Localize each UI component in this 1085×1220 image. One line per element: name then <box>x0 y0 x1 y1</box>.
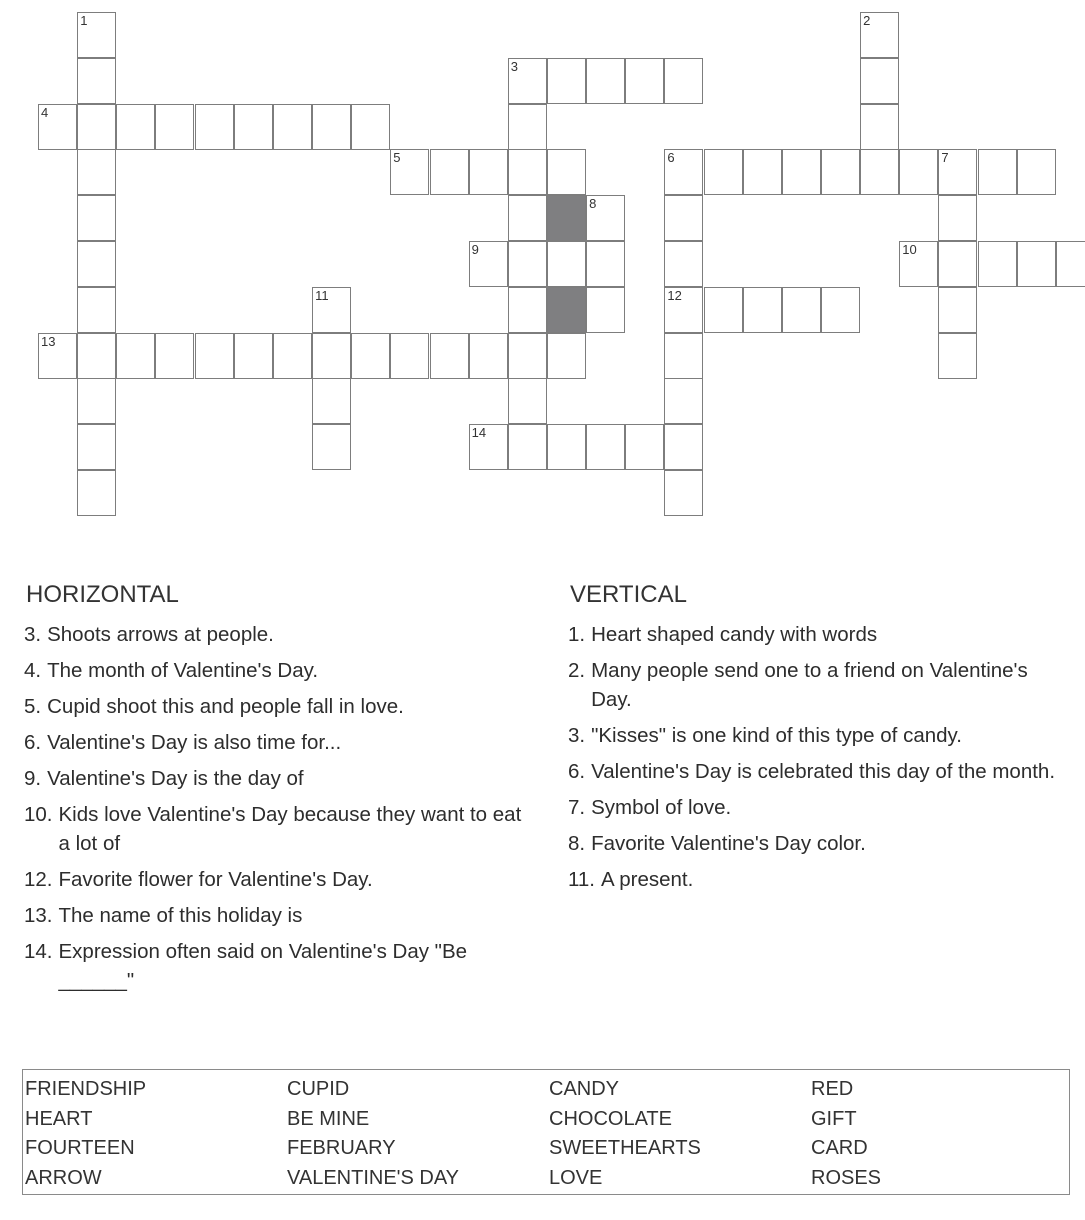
grid-cell[interactable] <box>351 104 390 150</box>
grid-cell[interactable] <box>704 149 743 195</box>
grid-cell[interactable] <box>664 241 703 287</box>
grid-cell[interactable] <box>351 333 390 379</box>
word-bank-item: CHOCOLATE <box>549 1107 672 1130</box>
clue-number: 12. <box>24 868 53 891</box>
cell-number: 5 <box>393 150 401 166</box>
grid-cell[interactable] <box>38 104 77 150</box>
clue-text: Favorite flower for Valentine's Day. <box>58 868 373 891</box>
vertical-clue <box>568 757 1068 786</box>
grid-cell[interactable] <box>77 104 116 150</box>
grid-cell[interactable] <box>312 378 351 424</box>
cell-number: 11 <box>315 287 329 303</box>
grid-cell[interactable] <box>978 149 1017 195</box>
grid-cell[interactable] <box>77 470 116 516</box>
grid-cell[interactable] <box>77 287 116 333</box>
clue-number: 8. <box>568 832 586 855</box>
grid-cell[interactable] <box>390 333 429 379</box>
grid-cell[interactable] <box>312 333 351 379</box>
grid-cell[interactable] <box>1017 241 1056 287</box>
cell-number: 8 <box>589 196 597 212</box>
grid-cell[interactable] <box>390 149 429 195</box>
horizontal-clue-list <box>24 620 524 995</box>
clue-text: Heart shaped candy with words <box>591 623 878 646</box>
word-bank-item: VALENTINE'S DAY <box>287 1166 460 1189</box>
clue-number: 3. <box>568 724 586 747</box>
cell-number: 10 <box>902 242 917 257</box>
word-bank-item: ROSES <box>811 1166 882 1189</box>
clue-text: Kids love Valentine's Day because they want to eat a lot of <box>58 803 522 855</box>
grid-cell[interactable] <box>547 149 586 195</box>
grid-cell[interactable] <box>978 241 1017 287</box>
clue-text: The name of this holiday is <box>58 904 303 927</box>
grid-cell[interactable] <box>938 195 977 241</box>
word-bank-item: CANDY <box>549 1078 620 1100</box>
word-bank-grid <box>23 1070 1069 1193</box>
word-bank-item: FRIENDSHIP <box>25 1078 147 1100</box>
grid-cell[interactable] <box>312 287 351 333</box>
grid-cell[interactable] <box>77 424 116 470</box>
horizontal-heading: HORIZONTAL <box>26 581 179 608</box>
clue-number: 9. <box>24 767 42 790</box>
word-bank <box>22 1069 1070 1195</box>
grid-cell[interactable] <box>155 333 194 379</box>
grid-cell[interactable] <box>547 333 586 379</box>
word-bank-item: FOURTEEN <box>25 1137 135 1159</box>
grid-cell[interactable] <box>782 287 821 333</box>
grid-cell[interactable] <box>743 149 782 195</box>
cell-number: 13 <box>41 333 56 349</box>
grid-cell[interactable] <box>273 333 312 379</box>
horizontal-clue <box>24 656 524 685</box>
horizontal-clue <box>24 901 524 930</box>
clue-number: 2. <box>568 659 586 682</box>
blocked-cell <box>547 195 586 241</box>
grid-cell[interactable] <box>860 58 899 104</box>
grid-cell[interactable] <box>586 241 625 287</box>
clue-text: Cupid shoot this and people fall in love. <box>47 695 404 718</box>
clue-text: Symbol of love. <box>591 796 732 819</box>
horizontal-clue <box>24 865 524 894</box>
cell-number: 7 <box>941 150 949 166</box>
word-bank-item: RED <box>811 1078 854 1100</box>
clue-number: 7. <box>568 796 586 819</box>
grid-cell[interactable] <box>77 378 116 424</box>
grid-cell[interactable] <box>664 195 703 241</box>
grid-cell[interactable] <box>586 58 625 104</box>
clue-number: 1. <box>568 623 586 646</box>
grid-cell[interactable] <box>860 12 899 58</box>
grid-cell[interactable] <box>664 287 703 333</box>
grid-cell[interactable] <box>469 333 508 379</box>
grid-cell[interactable] <box>664 58 703 104</box>
horizontal-clue <box>24 728 524 757</box>
clue-number: 4. <box>24 659 42 682</box>
clue-number: 13. <box>24 904 53 927</box>
grid-cell[interactable] <box>1017 149 1056 195</box>
word-bank-item: CARD <box>811 1137 868 1159</box>
cell-number: 4 <box>41 104 49 120</box>
grid-cell[interactable] <box>938 149 977 195</box>
grid-cell[interactable] <box>77 241 116 287</box>
cell-number: 9 <box>471 242 479 257</box>
clue-number: 10. <box>24 803 53 826</box>
grid-cell[interactable] <box>938 333 977 379</box>
word-bank-item: BE MINE <box>287 1107 370 1130</box>
word-bank-item: GIFT <box>811 1107 857 1130</box>
word-bank-item: SWEETHEARTS <box>549 1137 701 1159</box>
cell-number: 3 <box>510 58 519 74</box>
grid-cell[interactable] <box>116 333 155 379</box>
word-bank-item: FEBRUARY <box>287 1137 396 1159</box>
crossword-grid <box>0 0 1085 530</box>
clue-number: 6. <box>568 760 586 783</box>
clue-text: Many people send one to a friend on Valentine's Day. <box>591 659 1028 711</box>
grid-cell[interactable] <box>77 195 116 241</box>
grid-cell[interactable] <box>782 149 821 195</box>
grid-cell[interactable] <box>938 241 977 287</box>
grid-cell[interactable] <box>273 104 312 150</box>
grid-cell[interactable] <box>155 104 194 150</box>
vertical-clue-list <box>568 620 1068 894</box>
grid-cell[interactable] <box>508 104 547 150</box>
grid-cell[interactable] <box>547 424 586 470</box>
horizontal-clue <box>24 800 524 858</box>
grid-cell[interactable] <box>508 149 547 195</box>
grid-cell[interactable] <box>508 241 547 287</box>
clue-text: Valentine's Day is the day of <box>47 767 304 790</box>
horizontal-clues <box>24 580 524 1002</box>
grid-cell[interactable] <box>664 149 703 195</box>
clue-text: A present. <box>600 868 694 891</box>
clue-number: 5. <box>24 695 42 718</box>
grid-cell[interactable] <box>899 241 938 287</box>
grid-cell[interactable] <box>664 424 703 470</box>
grid-cell[interactable] <box>77 149 116 195</box>
vertical-clue <box>568 721 1068 750</box>
grid-cell[interactable] <box>430 149 469 195</box>
grid-cell[interactable] <box>77 58 116 104</box>
grid-cell[interactable] <box>77 333 116 379</box>
vertical-clue <box>568 865 1068 894</box>
grid-cell[interactable] <box>625 58 664 104</box>
grid-cell[interactable] <box>312 104 351 150</box>
vertical-heading: VERTICAL <box>570 581 687 608</box>
grid-cell[interactable] <box>821 287 860 333</box>
grid-cell[interactable] <box>899 149 938 195</box>
grid-cell[interactable] <box>547 241 586 287</box>
vertical-clue <box>568 620 1068 649</box>
grid-cell[interactable] <box>195 333 234 379</box>
grid-cell[interactable] <box>586 287 625 333</box>
vertical-clues <box>568 580 1068 901</box>
grid-cell[interactable] <box>547 58 586 104</box>
clue-number: 3. <box>24 623 42 646</box>
grid-cell[interactable] <box>430 333 469 379</box>
horizontal-clue <box>24 692 524 721</box>
grid-cell[interactable] <box>234 333 273 379</box>
grid-cell[interactable] <box>704 287 743 333</box>
word-bank-item: CUPID <box>287 1078 350 1100</box>
grid-cell[interactable] <box>860 104 899 150</box>
clue-text: Valentine's Day is also time for... <box>47 731 342 754</box>
grid-cell[interactable] <box>586 424 625 470</box>
horizontal-clue <box>24 764 524 793</box>
cell-number: 6 <box>667 150 675 166</box>
grid-cell[interactable] <box>469 241 508 287</box>
word-bank-item: LOVE <box>549 1166 603 1189</box>
clue-text: Valentine's Day is celebrated this day of the month. <box>591 760 1056 783</box>
clue-number: 6. <box>24 731 42 754</box>
grid-cell[interactable] <box>625 424 664 470</box>
vertical-clue <box>568 829 1068 858</box>
clue-number: 14. <box>24 940 53 963</box>
grid-cell[interactable] <box>508 378 547 424</box>
horizontal-clue <box>24 937 524 995</box>
grid-cell[interactable] <box>469 424 508 470</box>
grid-cell[interactable] <box>38 333 77 379</box>
word-bank-item: ARROW <box>25 1166 102 1189</box>
vertical-clue <box>568 793 1068 822</box>
grid-cell[interactable] <box>508 333 547 379</box>
clue-text: Expression often said on Valentine's Day "Be ______" <box>58 940 468 992</box>
cell-number: 2 <box>863 13 871 28</box>
grid-cell[interactable] <box>664 378 703 424</box>
grid-cell[interactable] <box>508 58 547 104</box>
vertical-clue <box>568 656 1068 714</box>
grid-cell[interactable] <box>77 12 116 58</box>
grid-cell[interactable] <box>821 149 860 195</box>
grid-cell[interactable] <box>586 195 625 241</box>
grid-cell[interactable] <box>508 287 547 333</box>
clue-text: The month of Valentine's Day. <box>47 659 319 682</box>
cell-number: 12 <box>667 287 682 303</box>
grid-cell[interactable] <box>664 470 703 516</box>
grid-cell[interactable] <box>743 287 782 333</box>
clue-number: 11. <box>568 868 595 891</box>
blocked-cell <box>547 287 586 333</box>
grid-cell[interactable] <box>1056 241 1085 287</box>
grid-cell[interactable] <box>508 424 547 470</box>
grid-cell[interactable] <box>664 333 703 379</box>
grid-cell[interactable] <box>116 104 155 150</box>
grid-cell[interactable] <box>938 287 977 333</box>
clue-text: "Kisses" is one kind of this type of candy. <box>591 724 962 747</box>
word-bank-item: HEART <box>25 1107 93 1130</box>
grid-cell[interactable] <box>234 104 273 150</box>
grid-cell[interactable] <box>860 149 899 195</box>
horizontal-clue <box>24 620 524 649</box>
clue-text: Shoots arrows at people. <box>47 623 274 646</box>
grid-cell[interactable] <box>469 149 508 195</box>
grid-cell[interactable] <box>312 424 351 470</box>
grid-cell[interactable] <box>508 195 547 241</box>
clue-text: Favorite Valentine's Day color. <box>591 832 866 855</box>
cell-number: 14 <box>471 425 487 441</box>
cell-number: 1 <box>80 13 88 28</box>
grid-cell[interactable] <box>195 104 234 150</box>
